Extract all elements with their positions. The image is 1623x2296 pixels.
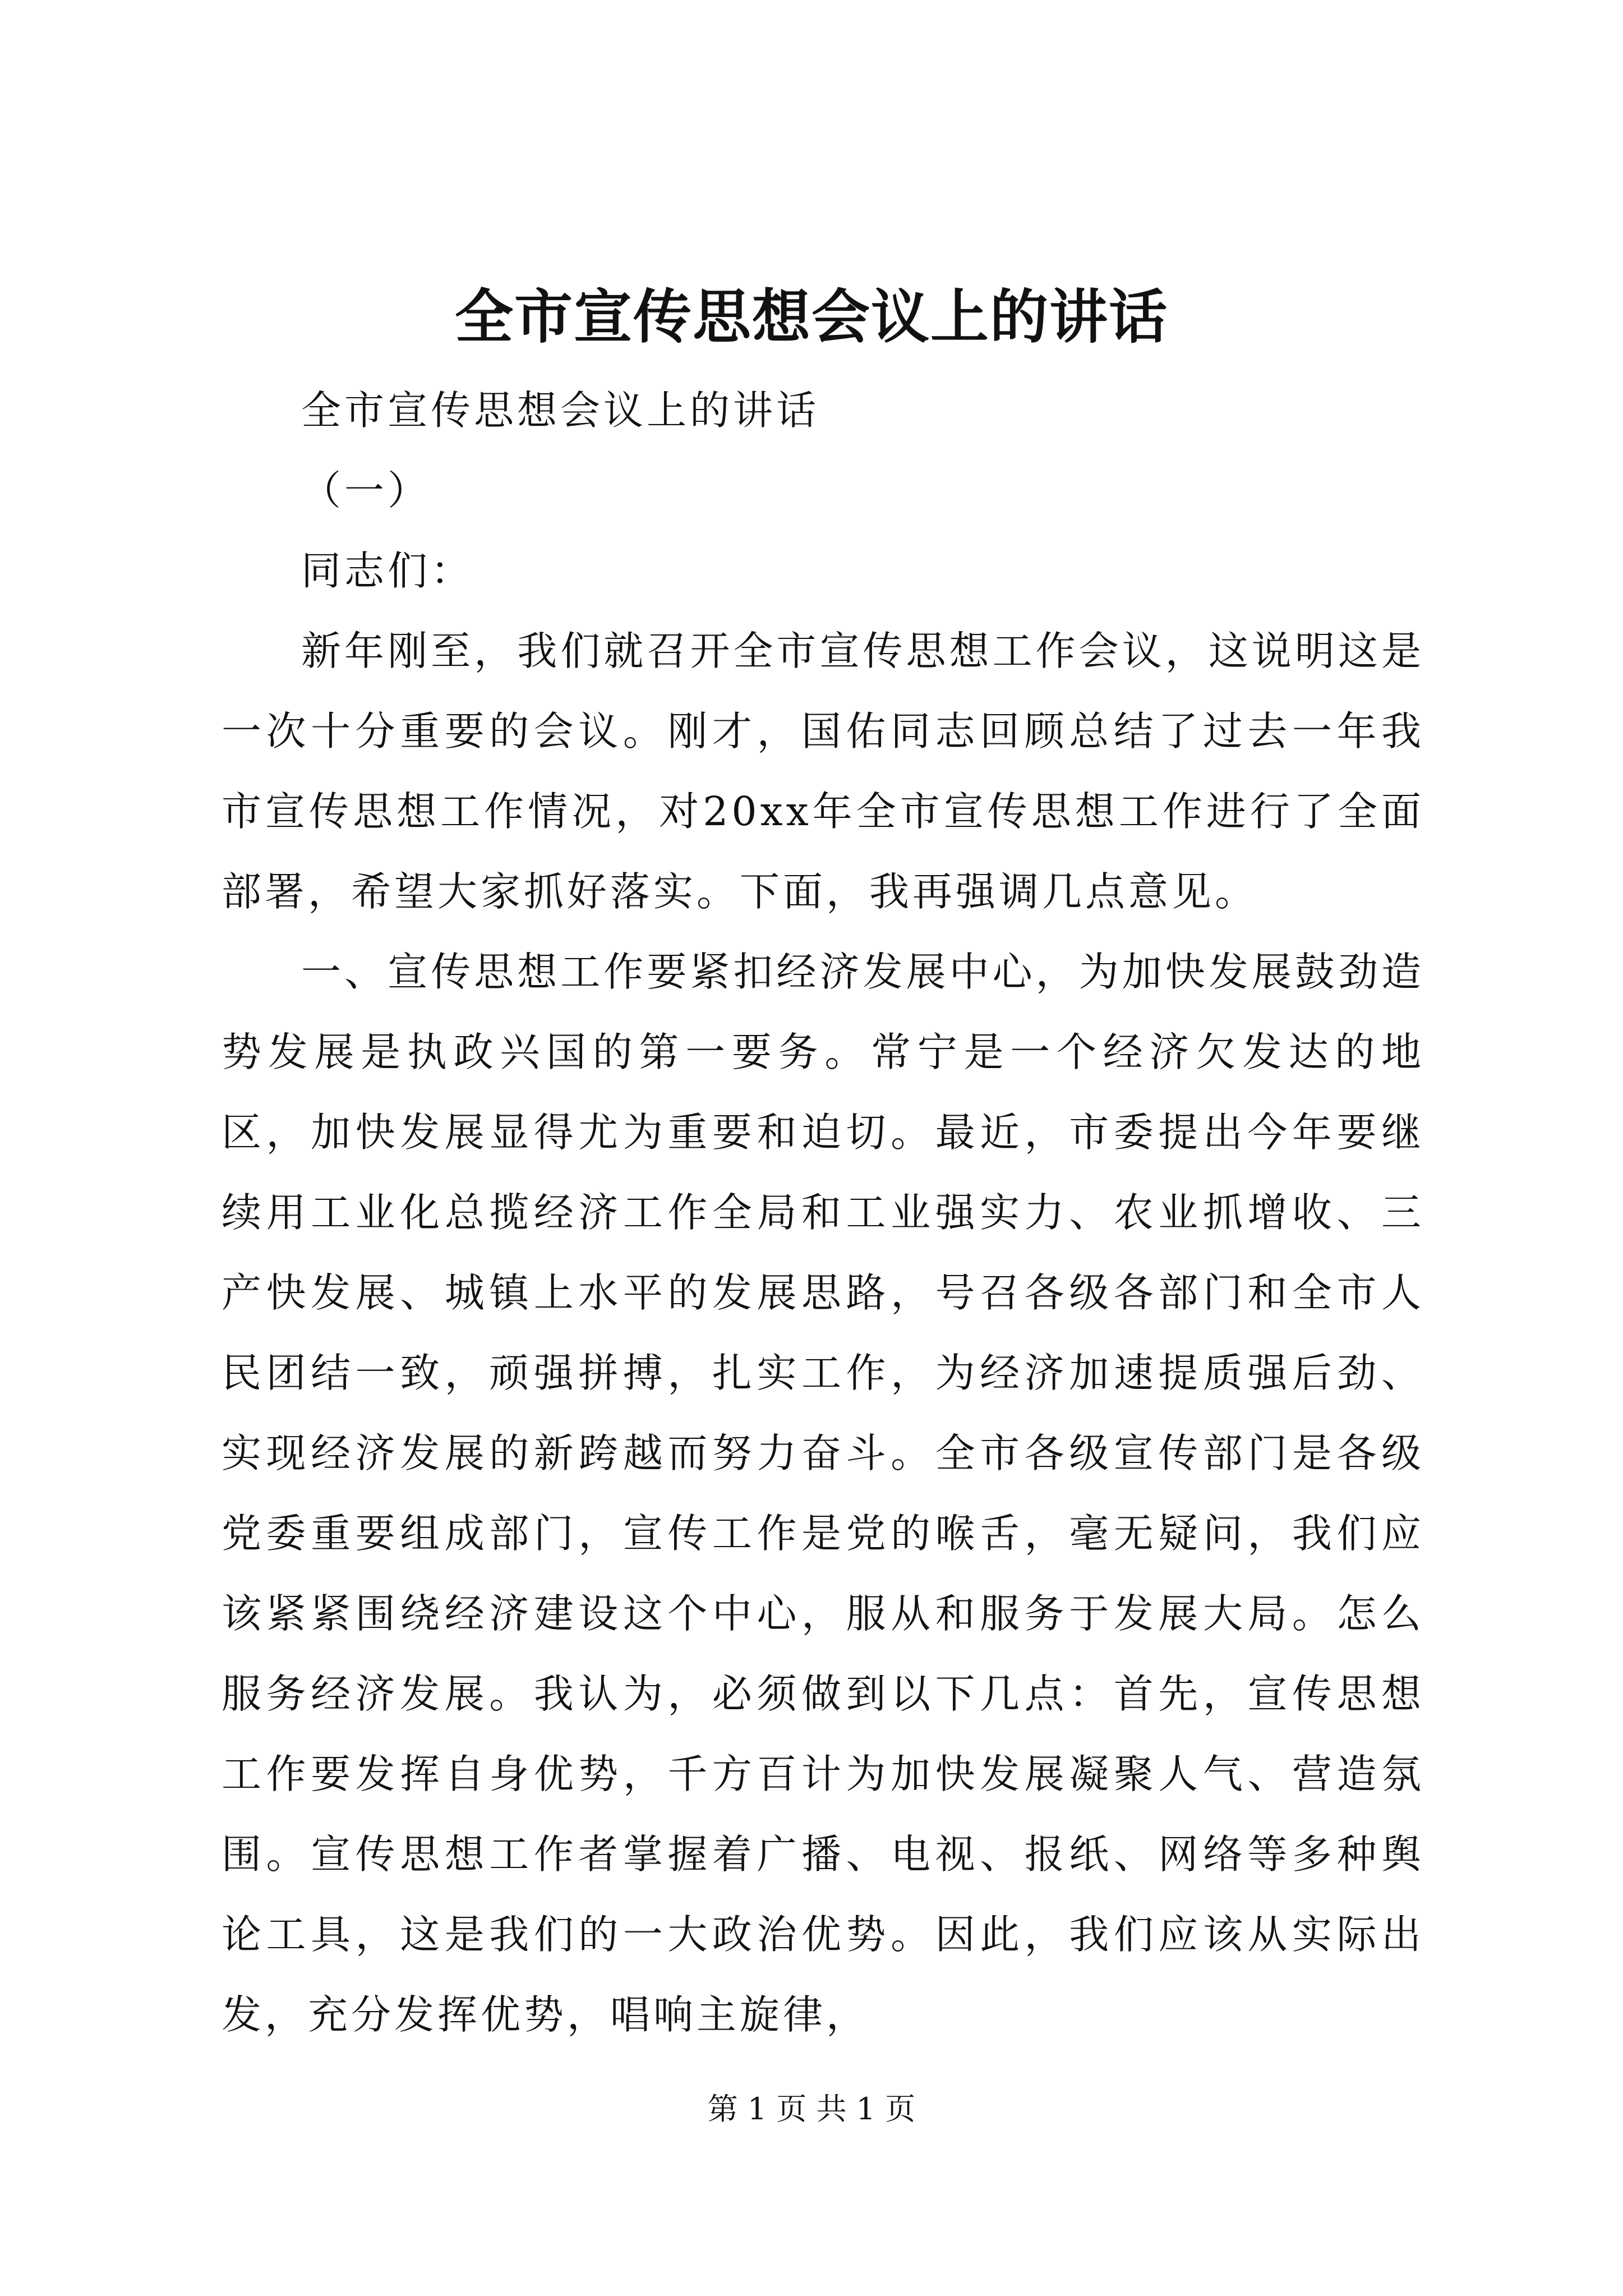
paragraph-subtitle: 全市宣传思想会议上的讲话 [301, 387, 820, 434]
page-footer: 第 1 页 共 1 页 [707, 2091, 916, 2127]
paragraph-salutation: 同志们： [301, 547, 474, 594]
paragraph-section-number: （一） [301, 467, 431, 514]
paragraph-point-one: 一、宣传思想工作要紧扣经济发展中心，为加快发展鼓劲造势发展是执政兴国的第一要务。常宁是一个经济欠发达的地区，加快发展显得尤为重要和迫切。最近，市委提出今年要继续用工业化总揽经济工作全局和工业强实力、农业抓增收、三产快发展、城镇上水平的发展思路，号召各级各部门和全市人民团结一致，顽强拼搏，扎实工作，为经济加速提质强后劲、实现经济发展的新跨越而努力奋斗。全市各级宣传部门是各级党委重要组成部门，宣传工作是党的喉舌，毫无疑问，我们应该紧紧围绕经济建设这个中心，服从和服务于发展大局。怎么服务经济发展。我认为，必须做到以下几点：首先，宣传思想工作要发挥自身优势，千方百计为加快发展凝聚人气、营造氛围。宣传思想工作者掌握着广播、电视、报纸、网络等多种舆论工具，这是我们的一大政治优势。因此，我们应该从实际出发，充分发挥优势，唱响主旋律， [222, 949, 1424, 2038]
paragraph-opening: 新年刚至，我们就召开全市宣传思想工作会议，这说明这是一次十分重要的会议。刚才，国佑同志回顾总结了过去一年我市宣传思想工作情况，对20xx年全市宣传思想工作进行了全面部署，希望大家抓好落实。下面，我再强调几点意见。 [222, 628, 1424, 915]
document-title: 全市宣传思想会议上的讲话 [454, 282, 1168, 351]
document-body [222, 370, 1424, 2055]
